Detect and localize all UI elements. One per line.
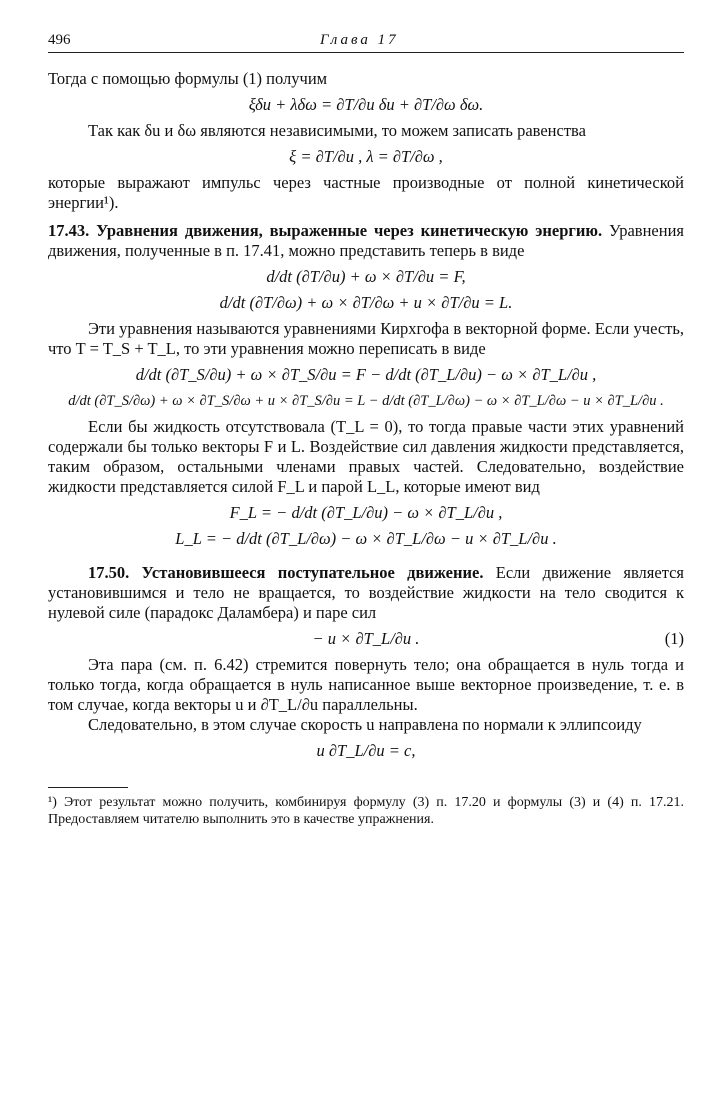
paragraph-1: Тогда с помощью формулы (1) получим: [48, 69, 328, 88]
equation-5a: F_L = − d/dt (∂T_L/∂u) − ω × ∂T_L/∂u ,: [229, 503, 503, 522]
equation-6-number: (1): [664, 629, 684, 648]
paragraph-5: Если бы жидкость отсутствовала (T_L = 0), то тогда правые части этих уравнений содержали бы только векторы F и L. Воздействие сил давления жидкости представляется, таким образом, остальными членами правых частей. Следовательно, воздействие жидкости представляется силой F_L и парой L_L, которые имеют вид: [48, 417, 684, 496]
section-title-17-43: 17.43. Уравнения движения, выраженные через кинетическую энергию.: [48, 221, 603, 240]
section-title-17-50: 17.50. Установившееся поступательное движение.: [88, 563, 484, 582]
equation-4b: d/dt (∂T_S/∂ω) + ω × ∂T_S/∂ω + u × ∂T_S/∂u = L − d/dt (∂T_L/∂ω) − ω × ∂T_L/∂ω − u × ∂T_L/∂u .: [68, 393, 664, 409]
running-header: [48, 30, 684, 53]
equation-1: ξδu + λδω = ∂T/∂u δu + ∂T/∂ω δω.: [248, 95, 484, 114]
equation-6: − u × ∂T_L/∂u .: [312, 629, 420, 648]
footnote-rule: [48, 787, 128, 788]
paragraph-4: Эти уравнения называются уравнениями Кирхгофа в векторной форме. Если учесть, что T = T_S + T_L, то эти уравнения можно переписать в виде: [48, 319, 684, 358]
section-text-17-50: Если движение является установившимся и тело не вращается, то воздействие жидкости на тело сводится к нулевой силе (парадокс Даламбера) и паре сил: [48, 563, 685, 622]
footnote: ¹) Этот результат можно получить, комбинируя формулу (3) п. 17.20 и формулы (3) и (4) п. 17.21. Предоставляем читателю выполнить это в качестве упражнения.: [48, 795, 684, 827]
equation-2: ξ = ∂T/∂u , λ = ∂T/∂ω ,: [289, 147, 443, 166]
equation-3b: d/dt (∂T/∂ω) + ω × ∂T/∂ω + u × ∂T/∂u = L.: [219, 293, 513, 312]
equation-6-row: [48, 629, 684, 649]
paragraph-2: Так как δu и δω являются независимыми, то можем записать равенства: [88, 121, 586, 140]
equation-5b: L_L = − d/dt (∂T_L/∂ω) − ω × ∂T_L/∂ω − u × ∂T_L/∂u .: [175, 529, 557, 548]
paragraph-7: Следовательно, в этом случае скорость u направлена по нормали к эллипсоиду: [88, 715, 642, 734]
section-text-17-43: Уравнения движения, полученные в п. 17.41, можно представить теперь в виде: [48, 221, 684, 260]
paragraph-3: которые выражают импульс через частные производные от полной кинетической энергии¹).: [48, 173, 684, 212]
equation-7: u ∂T_L/∂u = c,: [316, 741, 416, 760]
page: [48, 30, 684, 828]
equation-4a: d/dt (∂T_S/∂u) + ω × ∂T_S/∂u = F − d/dt (∂T_L/∂u) − ω × ∂T_L/∂u ,: [135, 365, 597, 384]
chapter-title: Глава 17: [320, 32, 399, 48]
paragraph-6: Эта пара (см. п. 6.42) стремится повернуть тело; она обращается в нуль тогда и только тогда, когда обращается в нуль написанное выше векторное произведение, т. е. в том случае, когда векторы u и ∂T_L/∂u параллельны.: [48, 655, 684, 714]
page-number: 496: [48, 32, 71, 48]
equation-3a: d/dt (∂T/∂u) + ω × ∂T/∂u = F,: [266, 267, 466, 286]
